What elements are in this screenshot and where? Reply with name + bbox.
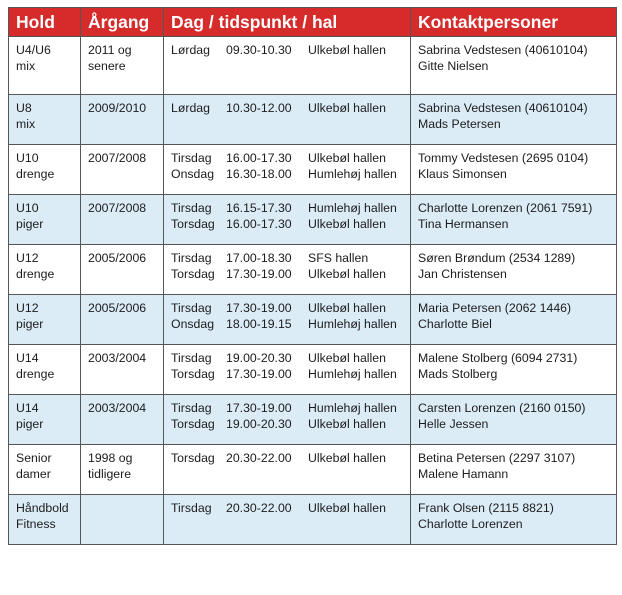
schedule-day: Torsdag: [171, 417, 215, 431]
team-line: Senior: [16, 451, 52, 465]
year-line: 2005/2006: [88, 301, 147, 315]
year-cell: [81, 37, 164, 95]
schedule-entry: [171, 250, 410, 266]
team-line: U14: [16, 401, 39, 415]
contacts-cell: [411, 395, 617, 445]
header-row: [9, 8, 617, 37]
schedule-day: Torsdag: [171, 451, 215, 465]
schedule-entry: [171, 366, 410, 382]
year-cell: [81, 95, 164, 145]
schedule-time: 19.00-20.30: [226, 351, 292, 365]
schedule-entry: [171, 100, 410, 116]
year-cell: [81, 145, 164, 195]
contacts-cell: [411, 345, 617, 395]
schedule-time: 16.15-17.30: [226, 201, 292, 215]
contacts-cell: [411, 195, 617, 245]
team-cell: [9, 295, 81, 345]
schedule-hall: Humlehøj hallen: [308, 367, 397, 381]
team-cell: [9, 445, 81, 495]
schedule-day: Torsdag: [171, 367, 215, 381]
schedule-time: 17.30-19.00: [226, 267, 292, 281]
contact-line: Sabrina Vedstesen (40610104): [418, 43, 588, 57]
schedule-day: Tirsdag: [171, 501, 212, 515]
team-cell: [9, 37, 81, 95]
schedule-hall: Ulkebøl hallen: [308, 501, 386, 515]
team-line: damer: [16, 467, 51, 481]
contact-line: Tina Hermansen: [418, 217, 509, 231]
team-line: mix: [16, 59, 36, 73]
header-contacts: Kontaktpersoner: [411, 8, 617, 37]
year-line: 1998 og: [88, 451, 133, 465]
schedule-day: Tirsdag: [171, 151, 212, 165]
year-line: 2011 og: [88, 43, 132, 57]
schedule-day: Tirsdag: [171, 301, 212, 315]
table-row: [9, 95, 617, 145]
year-cell: [81, 495, 164, 545]
year-cell: [81, 195, 164, 245]
schedule-time: 09.30-10.30: [226, 43, 292, 57]
schedule-hall: Ulkebøl hallen: [308, 217, 386, 231]
schedule-entry: [171, 450, 410, 466]
schedule-time: 16.00-17.30: [226, 217, 292, 231]
contact-line: Malene Hamann: [418, 467, 509, 481]
schedule-hall: Ulkebøl hallen: [308, 417, 386, 431]
header-year: Årgang: [81, 8, 164, 37]
schedule-time: 19.00-20.30: [226, 417, 292, 431]
schedule-entry: [171, 316, 410, 332]
schedule-hall: Ulkebøl hallen: [308, 101, 386, 115]
contact-line: Jan Christensen: [418, 267, 507, 281]
schedule-cell: [164, 495, 411, 545]
contact-line: Carsten Lorenzen (2160 0150): [418, 401, 586, 415]
schedule-time: 17.30-19.00: [226, 301, 292, 315]
contact-line: Tommy Vedstesen (2695 0104): [418, 151, 589, 165]
year-cell: [81, 345, 164, 395]
contact-line: Charlotte Lorenzen: [418, 517, 523, 531]
contact-line: Helle Jessen: [418, 417, 489, 431]
schedule-hall: Ulkebøl hallen: [308, 267, 386, 281]
contact-line: Betina Petersen (2297 3107): [418, 451, 576, 465]
schedule-hall: Humlehøj hallen: [308, 317, 397, 331]
team-line: piger: [16, 217, 44, 231]
team-line: piger: [16, 317, 44, 331]
team-cell: [9, 345, 81, 395]
contact-line: Klaus Simonsen: [418, 167, 507, 181]
schedule-hall: Humlehøj hallen: [308, 401, 397, 415]
team-line: U14: [16, 351, 39, 365]
year-line: 2007/2008: [88, 201, 147, 215]
schedule-hall: SFS hallen: [308, 251, 369, 265]
team-line: Håndbold: [16, 501, 69, 515]
schedule-hall: Ulkebøl hallen: [308, 451, 386, 465]
schedule-time: 17.00-18.30: [226, 251, 292, 265]
year-cell: [81, 245, 164, 295]
schedule-cell: [164, 95, 411, 145]
schedule-day: Tirsdag: [171, 251, 212, 265]
team-cell: [9, 495, 81, 545]
schedule-day: Onsdag: [171, 317, 215, 331]
contacts-cell: [411, 37, 617, 95]
year-line: 2007/2008: [88, 151, 147, 165]
year-cell: [81, 395, 164, 445]
team-cell: [9, 395, 81, 445]
contacts-cell: [411, 295, 617, 345]
team-line: U10: [16, 151, 39, 165]
table-body: [9, 37, 617, 545]
schedule-time: 17.30-19.00: [226, 401, 292, 415]
year-cell: [81, 295, 164, 345]
schedule-day: Lørdag: [171, 43, 210, 57]
contacts-cell: [411, 245, 617, 295]
schedule-entry: [171, 266, 410, 282]
schedule-entry: [171, 150, 410, 166]
contact-line: Gitte Nielsen: [418, 59, 489, 73]
schedule-hall: Humlehøj hallen: [308, 201, 397, 215]
team-cell: [9, 95, 81, 145]
year-line: senere: [88, 59, 126, 73]
team-cell: [9, 145, 81, 195]
team-line: U10: [16, 201, 39, 215]
schedule-time: 16.00-17.30: [226, 151, 292, 165]
contacts-cell: [411, 95, 617, 145]
schedule-hall: Ulkebøl hallen: [308, 351, 386, 365]
contact-line: Mads Stolberg: [418, 367, 498, 381]
year-line: tidligere: [88, 467, 132, 481]
table-row: [9, 295, 617, 345]
schedule-hall: Humlehøj hallen: [308, 167, 397, 181]
schedule-day: Tirsdag: [171, 351, 212, 365]
contact-line: Mads Petersen: [418, 117, 501, 131]
schedule-time: 16.30-18.00: [226, 167, 292, 181]
year-line: 2003/2004: [88, 401, 147, 415]
schedule-entry: [171, 166, 410, 182]
schedule-day: Lørdag: [171, 101, 210, 115]
table-row: [9, 245, 617, 295]
schedule-entry: [171, 42, 410, 58]
team-line: drenge: [16, 367, 55, 381]
contact-line: Maria Petersen (2062 1446): [418, 301, 572, 315]
schedule-day: Torsdag: [171, 267, 215, 281]
schedule-cell: [164, 195, 411, 245]
team-cell: [9, 195, 81, 245]
schedule-hall: Ulkebøl hallen: [308, 301, 386, 315]
schedule-day: Onsdag: [171, 167, 215, 181]
team-line: U4/U6: [16, 43, 51, 57]
schedule-time: 20.30-22.00: [226, 451, 292, 465]
table-row: [9, 145, 617, 195]
contact-line: Søren Brøndum (2534 1289): [418, 251, 576, 265]
team-line: U8: [16, 101, 32, 115]
header-schedule: Dag / tidspunkt / hal: [164, 8, 411, 37]
header-team: Hold: [9, 8, 81, 37]
contact-line: Sabrina Vedstesen (40610104): [418, 101, 588, 115]
schedule-cell: [164, 145, 411, 195]
table-header: [9, 8, 617, 37]
year-line: 2009/2010: [88, 101, 147, 115]
schedule-entry: [171, 400, 410, 416]
contacts-cell: [411, 145, 617, 195]
team-line: mix: [16, 117, 36, 131]
schedule-hall: Ulkebøl hallen: [308, 43, 386, 57]
team-line: Fitness: [16, 517, 56, 531]
schedule-time: 20.30-22.00: [226, 501, 292, 515]
schedule-time: 10.30-12.00: [226, 101, 292, 115]
schedule-cell: [164, 395, 411, 445]
contact-line: Malene Stolberg (6094 2731): [418, 351, 578, 365]
table-row: [9, 445, 617, 495]
schedule-entry: [171, 216, 410, 232]
schedule-entry: [171, 300, 410, 316]
schedule-time: 17.30-19.00: [226, 367, 292, 381]
schedule-entry: [171, 416, 410, 432]
table-row: [9, 395, 617, 445]
schedule-day: Tirsdag: [171, 201, 212, 215]
year-line: 2003/2004: [88, 351, 147, 365]
year-cell: [81, 445, 164, 495]
team-cell: [9, 245, 81, 295]
schedule-entry: [171, 350, 410, 366]
schedule-cell: [164, 445, 411, 495]
contact-line: Frank Olsen (2115 8821): [418, 501, 554, 515]
table-row: [9, 37, 617, 95]
team-line: U12: [16, 301, 39, 315]
team-line: drenge: [16, 267, 55, 281]
table-row: [9, 195, 617, 245]
schedule-entry: [171, 500, 410, 516]
schedule-cell: [164, 37, 411, 95]
schedule-day: Tirsdag: [171, 401, 212, 415]
team-line: U12: [16, 251, 39, 265]
team-line: drenge: [16, 167, 55, 181]
year-line: 2005/2006: [88, 251, 147, 265]
contacts-cell: [411, 445, 617, 495]
schedule-hall: Ulkebøl hallen: [308, 151, 386, 165]
team-line: piger: [16, 417, 44, 431]
training-schedule-table: [8, 7, 617, 545]
table-row: [9, 345, 617, 395]
contact-line: Charlotte Lorenzen (2061 7591): [418, 201, 593, 215]
contact-line: Charlotte Biel: [418, 317, 492, 331]
schedule-cell: [164, 295, 411, 345]
contacts-cell: [411, 495, 617, 545]
schedule-cell: [164, 245, 411, 295]
table-row: [9, 495, 617, 545]
schedule-cell: [164, 345, 411, 395]
schedule-entry: [171, 200, 410, 216]
schedule-time: 18.00-19.15: [226, 317, 292, 331]
schedule-day: Torsdag: [171, 217, 215, 231]
